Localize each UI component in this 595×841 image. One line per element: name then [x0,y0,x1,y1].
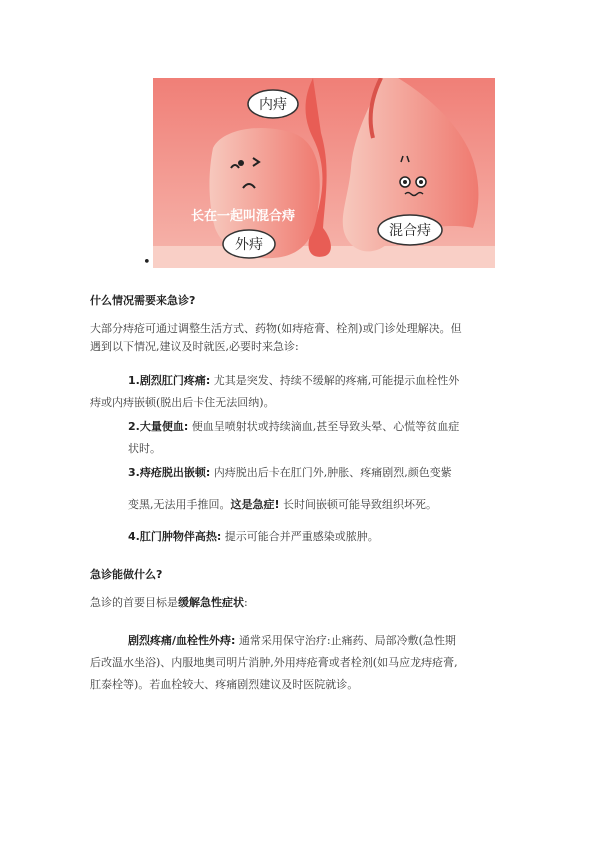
treatment-title: 剧烈疼痛/血栓性外痔: [128,634,236,647]
section1-intro-line2: 遇到以下情况,建议及时就医,必要时来急诊: [90,340,299,353]
external-label-bubble [223,230,275,258]
hemorrhoid-illustration [153,78,495,268]
mixed-label: 混合痔 [389,223,431,239]
external-label: 外痔 [235,237,263,253]
internal-label: 内痔 [259,97,287,113]
item-2-text: 便血呈喷射状或持续滴血,甚至导致头晕、心慌等贫血症 [188,420,460,433]
section1-intro-line1: 大部分痔疮可通过调整生活方式、药物(如痔疮膏、栓剂)或门诊处理解决。但 [90,322,462,335]
illustration-caption: 长在一起叫混合痔 [191,209,296,224]
item-3-text: 内痔脱出后卡在肛门外,肿胀、疼痛剧烈,颜色变紫 [210,466,452,479]
item-1-text-cont: 痔或内痔嵌顿(脱出后卡住无法回纳)。 [90,396,275,409]
emergency-item-4 [128,526,510,547]
item-1-text: 尤其是突发、持续不缓解的疼痛,可能提示血栓性外 [210,374,460,387]
emergency-item-3 [128,462,510,483]
item-3-title: 3.痔疮脱出嵌顿: [128,466,211,479]
section1-heading: 什么情况需要来急诊? [90,294,196,307]
treatment-item [128,630,510,651]
item-3-emphasis: 这是急症! [230,498,280,511]
internal-label-bubble [248,90,298,118]
emergency-item-2 [128,416,510,437]
treatment-text-cont-2: 肛泰栓等)。若血栓较大、疼痛剧烈建议及时医院就诊。 [90,678,359,691]
item-3-text-cont: 变黑,无法用手推回。这是急症! 长时间嵌顿可能导致组织坏死。 [128,498,438,511]
item-2-text-cont: 状时。 [128,442,161,455]
goal-emphasis: 缓解急性症状 [178,596,244,609]
treatment-text-cont-1: 后改温水坐浴)、内服地奥司明片消肿,外用痔疮膏或者栓剂(如马应龙痔疮膏, [90,656,458,669]
item-2-title: 2.大量便血: [128,420,189,433]
treatment-text: 通常采用保守治疗:止痛药、局部冷敷(急性期 [235,634,456,647]
item-4-title: 4.肛门肿物伴高热: [128,530,222,543]
section2-goal: 急诊的首要目标是缓解急性症状: [90,596,248,609]
item-1-title: 1.剧烈肛门疼痛: [128,374,211,387]
emergency-item-1 [128,370,510,391]
list-bullet: • [143,255,151,270]
section2-heading: 急诊能做什么? [90,568,163,581]
item-4-text: 提示可能合并严重感染或脓肿。 [221,530,379,543]
mixed-label-bubble [378,215,442,245]
